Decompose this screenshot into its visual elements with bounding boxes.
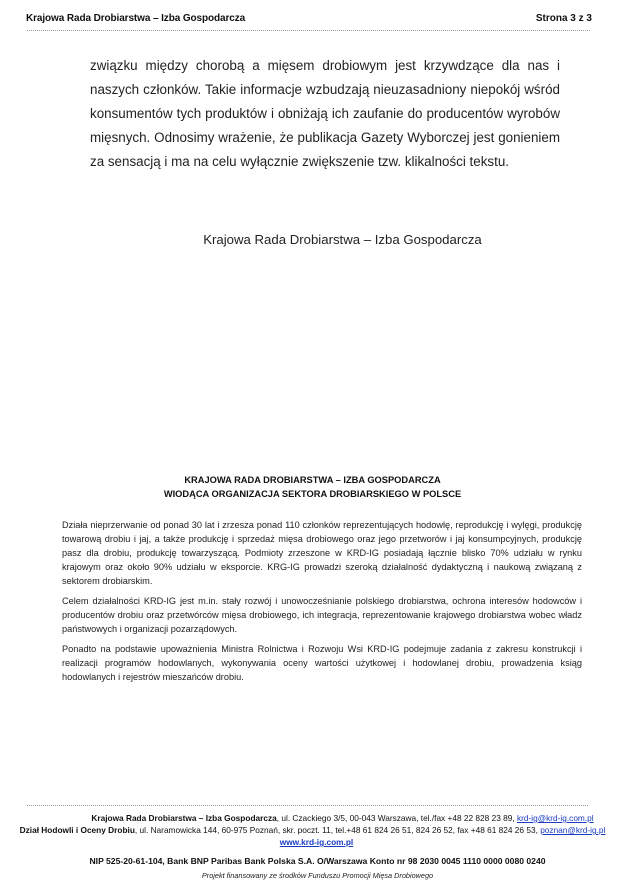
about-title-line2: WIODĄCA ORGANIZACJA SEKTORA DROBIARSKIEGO W POLSCE — [163, 489, 462, 499]
about-paragraph: Celem działalności KRD-IG jest m.in. stały rozwój i unowocześnianie polskiego drobiarstwa, ochrona interesów hodowców i producentów drobiu oraz przetwórców mięsa drobiowego, ich integracja, reprezentowanie krajowego drobiarstwa wobec władz państwowych i organizacji pozarządowych. — [62, 596, 582, 634]
footer-poznan-address: , ul. Naramowicka 144, 60-975 Poznań, skr. poczt. 11, tel.+48 61 824 26 51, 824 26 52, fax +48 61 824 26 53, — [134, 825, 541, 835]
letter-body — [90, 54, 560, 174]
letter-signature: Krajowa Rada Drobiarstwa – Izba Gospodarcza — [203, 232, 482, 247]
header-divider — [27, 30, 590, 31]
about-title-line1: KRAJOWA RADA DROBIARSTWA – IZBA GOSPODARCZA — [184, 475, 441, 485]
about-heading — [0, 473, 625, 501]
footer-divider — [27, 805, 588, 806]
about-paragraph: Ponadto na podstawie upoważnienia Ministra Rolnictwa i Rozwoju Wsi KRD-IG podejmuje zadania z zakresu konstrukcji i realizacji programów hodowlanych, wykonywania oceny wartości użytkowej i hodowlanej drobiu, prowadzenia ksiąg hodowlanych i rejestrów mieszańców drobiu. — [62, 644, 582, 682]
footer-org-name: Krajowa Rada Drobiarstwa – Izba Gospodarcza — [91, 813, 277, 823]
about-paragraph: Działa nieprzerwanie od ponad 30 lat i zrzesza ponad 110 członków reprezentujących hodowlę, reprodukcję i wylęgi, produkcję towarową drobiu i jaj, a także produkcję i sprzedaż mięsa drobiowego oraz jego przetworów i jaj konsumpcyjnych, produkcję pasz dla drobiu, produkcję towarzyszącą. Podmioty zrzeszone w KRD-IG posiadają łącznie blisko 70% udziału w rynku krajowym oraz około 90% udziału w eksporcie. KRG-IG prowadzi szeroką działalność dydaktyczną i naukową związaną z sektorem drobiarskim. — [62, 520, 582, 586]
footer-website-link[interactable]: www.krd-ig.com.pl — [279, 837, 354, 847]
header-organization: Krajowa Rada Drobiarstwa – Izba Gospodarcza — [26, 13, 246, 24]
footer-line-warsaw — [0, 812, 625, 824]
footer-warsaw-address: , ul. Czackiego 3/5, 00-043 Warszawa, tel./fax +48 22 828 23 89, — [276, 813, 517, 823]
about-section — [62, 518, 582, 690]
page-number: Strona 3 z 3 — [535, 13, 592, 24]
footer-poznan-email-link[interactable]: poznan@krd-ig.pl — [540, 825, 606, 835]
footer-bank-details: NIP 525-20-61-104, Bank BNP Paribas Bank Polska S.A. O/Warszawa Konto nr 98 2030 0045 1110 0000 0080 0240 — [89, 856, 546, 866]
footer-dept-name: Dział Hodowli i Oceny Drobiu — [19, 825, 135, 835]
footer-email-link[interactable]: krd-ig@krd-ig.com.pl — [516, 813, 594, 823]
letter-paragraph: związku między chorobą a mięsem drobiowym jest krzywdzące dla nas i naszych członków. Takie informacje wzbudzają nieuzasadniony niepokój wśród konsumentów tych produktów i obniżają ich zaufanie do producentów wyrobów mięsnych. Odnosimy wrażenie, że publikacja Gazety Wyborczej jest gonieniem za sensacją i ma na celu wyłącznie zwiększenie tzw. klikalności tekstu. — [90, 58, 560, 169]
footer-line-poznan — [0, 824, 625, 836]
footer-project-note: Projekt finansowany ze środków Funduszu Promocji Mięsa Drobiowego — [201, 871, 434, 880]
footer-contact — [0, 812, 625, 848]
